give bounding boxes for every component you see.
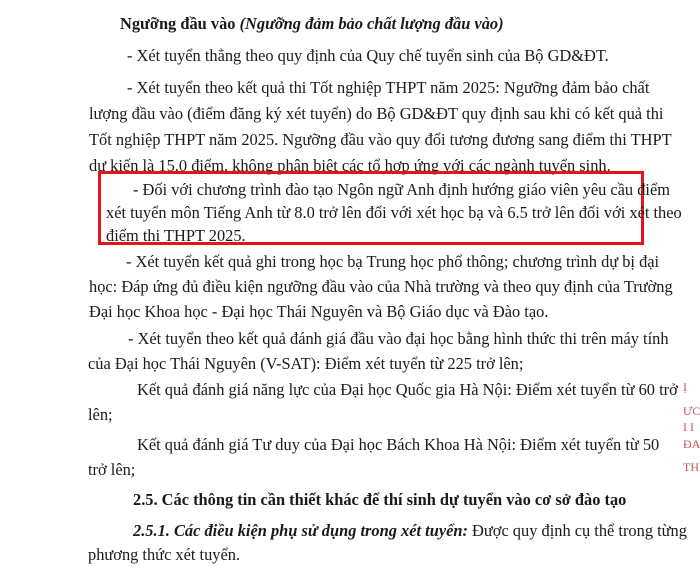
edge-stamp-fragment: TH — [683, 460, 699, 474]
paragraph-line: - Xét tuyển theo kết quả đánh giá đầu vào đại học bằng hình thức thi trên máy tính — [128, 329, 669, 348]
highlighted-line: xét tuyển môn Tiếng Anh từ 8.0 trở lên đối với xét học bạ và 6.5 trở lên đối với xét theo — [106, 203, 682, 222]
paragraph-line: - Xét tuyển thẳng theo quy định của Quy chế tuyển sinh của Bộ GD&ĐT. — [127, 46, 609, 65]
paragraph-line: Kết quả đánh giá Tư duy của Đại học Bách Khoa Hà Nội: Điểm xét tuyển từ 50 — [137, 435, 660, 454]
section-2-5-1-text: Được quy định cụ thể trong từng — [467, 521, 687, 540]
highlighted-line: - Đối với chương trình đào tạo Ngôn ngữ Anh định hướng giáo viên yêu cầu điểm — [133, 180, 671, 199]
heading-title: Ngưỡng đầu vào — [120, 14, 236, 33]
paragraph-line: Đại học Khoa học - Đại học Thái Nguyên và Bộ Giáo dục và Đào tạo. — [89, 302, 549, 321]
paragraph-line: trở lên; — [88, 460, 136, 479]
paragraph-line: lượng đầu vào (điểm đăng ký xét tuyển) do Bộ GD&ĐT quy định sau khi có kết quả thi — [89, 104, 664, 123]
section-heading — [120, 14, 504, 34]
edge-stamp-fragment: ĐA — [683, 437, 700, 451]
paragraph-line: học: Đáp ứng đủ điều kiện ngưỡng đầu vào của Nhà trường và theo quy định của Trường — [89, 277, 673, 296]
section-2-5-title: 2.5. Các thông tin cần thiết khác để thí sinh dự tuyển vào cơ sở đào tạo — [133, 490, 627, 509]
highlighted-line: điểm thi THPT 2025. — [106, 226, 246, 245]
edge-stamp-fragment: I I — [683, 420, 694, 434]
heading-subtitle: (Ngưỡng đảm bảo chất lượng đầu vào) — [239, 14, 504, 33]
section-2-5-1-line — [133, 521, 687, 541]
paragraph-line: phương thức xét tuyển. — [88, 545, 241, 564]
section-2-5-1-label: 2.5.1. Các điều kiện phụ sử dụng trong xét tuyển: — [133, 521, 468, 540]
paragraph-line: - Xét tuyển theo kết quả thi Tốt nghiệp THPT năm 2025: Ngưỡng đảm bảo chất — [127, 78, 650, 97]
paragraph-line: lên; — [88, 405, 113, 424]
paragraph-line: Tốt nghiệp THPT năm 2025. Ngưỡng đầu vào quy đổi tương đương sang điểm thi THPT — [89, 130, 672, 149]
paragraph-line: dự kiến là 15.0 điểm, không phân biệt các tổ hợp ứng với các ngành tuyển sinh. — [89, 156, 611, 175]
paragraph-line: của Đại học Thái Nguyên (V-SAT): Điểm xét tuyển từ 225 trở lên; — [88, 354, 524, 373]
paragraph-line: - Xét tuyển kết quả ghi trong học bạ Trung học phổ thông; chương trình dự bị đại — [126, 252, 660, 271]
edge-stamp-fragment: Ị — [683, 380, 687, 394]
paragraph-line: Kết quả đánh giá năng lực của Đại học Quốc gia Hà Nội: Điểm xét tuyển từ 60 trở — [137, 380, 678, 399]
edge-stamp-fragment: ƯC — [683, 404, 700, 418]
